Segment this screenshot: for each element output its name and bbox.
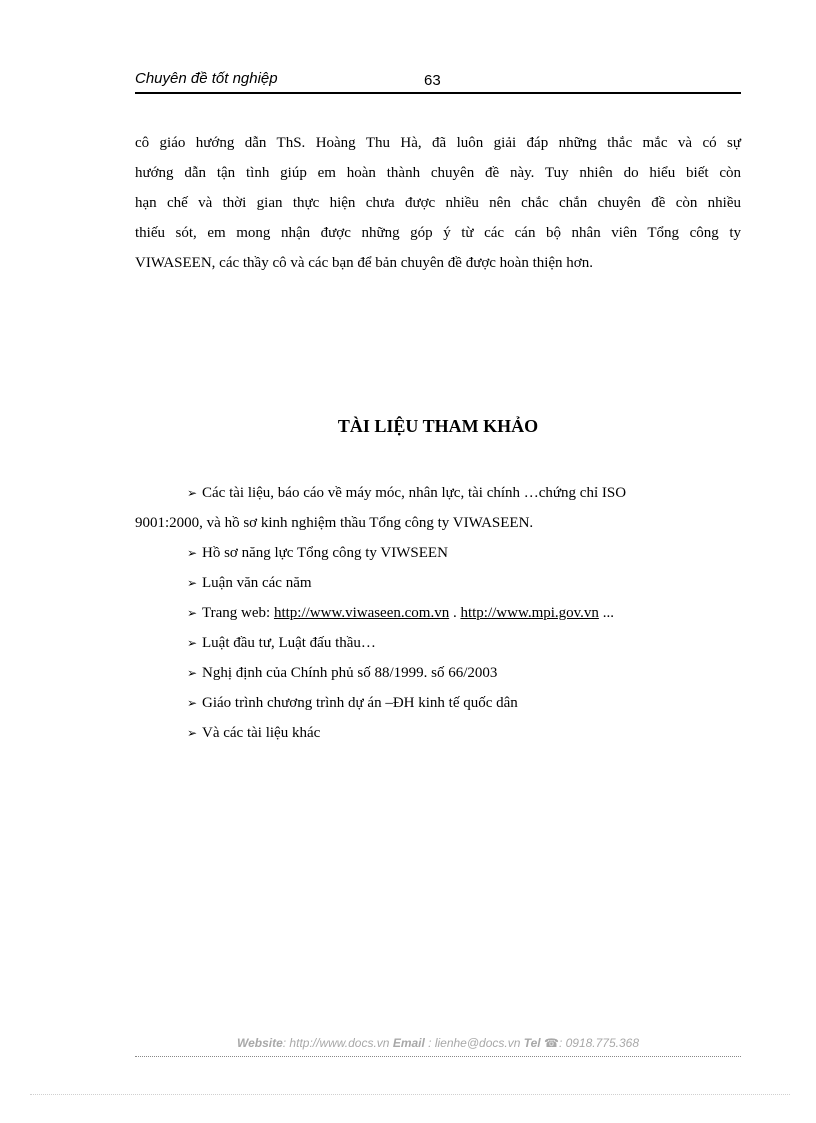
reference-item: ➢ Trang web: http://www.viwaseen.com.vn . http://www.mpi.gov.vn ... — [135, 598, 741, 628]
reference-item: ➢ Luật đầu tư, Luật đấu thầu… — [135, 628, 741, 658]
reference-item: ➢ Giáo trình chương trình dự án –ĐH kinh tế quốc dân — [135, 688, 741, 718]
page-number: 63 — [424, 72, 441, 89]
intro-line: hướng dẫn tận tình giúp em hoàn thành chuyên đề này. Tuy nhiên do hiểu biết còn — [135, 165, 741, 181]
footer-tel-label: Tel — [523, 1036, 541, 1050]
viwaseen-link[interactable]: http://www.viwaseen.com.vn — [273, 605, 450, 621]
page-footer — [135, 1036, 741, 1057]
footer-website: : http://www.docs.vn — [282, 1036, 393, 1050]
footer-email: : lienhe@docs.vn — [424, 1036, 524, 1050]
bottom-rule — [30, 1094, 790, 1095]
header-title: Chuyên đề tốt nghiệp — [135, 70, 278, 87]
phone-icon: ☎ — [543, 1036, 559, 1050]
arrow-bullet-icon: ➢ — [187, 726, 198, 740]
intro-line: hạn chế và thời gian thực hiện chưa được nhiều nên chắc chắn chuyên đề còn nhiều — [135, 195, 741, 211]
arrow-bullet-icon: ➢ — [187, 576, 198, 590]
arrow-bullet-icon: ➢ — [187, 546, 198, 560]
reference-item: ➢ Các tài liệu, báo cáo về máy móc, nhân lực, tài chính …chứng chỉ ISO — [135, 478, 741, 508]
footer-website-label: Website — [236, 1036, 283, 1050]
reference-item: ➢ Nghị định của Chính phủ số 88/1999. số 66/2003 — [135, 658, 741, 688]
mpi-link[interactable]: http://www.mpi.gov.vn — [460, 605, 599, 621]
intro-line: thiếu sót, em mong nhận được những góp ý từ các cán bộ nhân viên Tổng công ty — [135, 225, 741, 241]
page-header — [135, 66, 741, 94]
footer-tel: : 0918.775.368 — [558, 1036, 640, 1050]
references-title: TÀI LIỆU THAM KHẢO — [337, 416, 539, 436]
arrow-bullet-icon: ➢ — [187, 696, 198, 710]
intro-line: cô giáo hướng dẫn ThS. Hoàng Thu Hà, đã luôn giải đáp những thắc mắc và có sự — [135, 135, 741, 151]
reference-item: ➢ Hồ sơ năng lực Tổng công ty VIWSEEN — [135, 538, 741, 568]
reference-item: ➢ Và các tài liệu khác — [135, 718, 741, 748]
arrow-bullet-icon: ➢ — [187, 486, 198, 500]
intro-line: VIWASEEN, các thầy cô và các bạn để bản chuyên đề được hoàn thiện hơn. — [135, 255, 593, 271]
arrow-bullet-icon: ➢ — [187, 666, 198, 680]
arrow-bullet-icon: ➢ — [187, 606, 198, 620]
reference-item: ➢ Luận văn các năm — [135, 568, 741, 598]
footer-email-label: Email — [392, 1036, 425, 1050]
reference-item-continued: 9001:2000, và hồ sơ kinh nghiệm thầu Tổng công ty VIWASEEN. — [135, 515, 534, 531]
arrow-bullet-icon: ➢ — [187, 636, 198, 650]
